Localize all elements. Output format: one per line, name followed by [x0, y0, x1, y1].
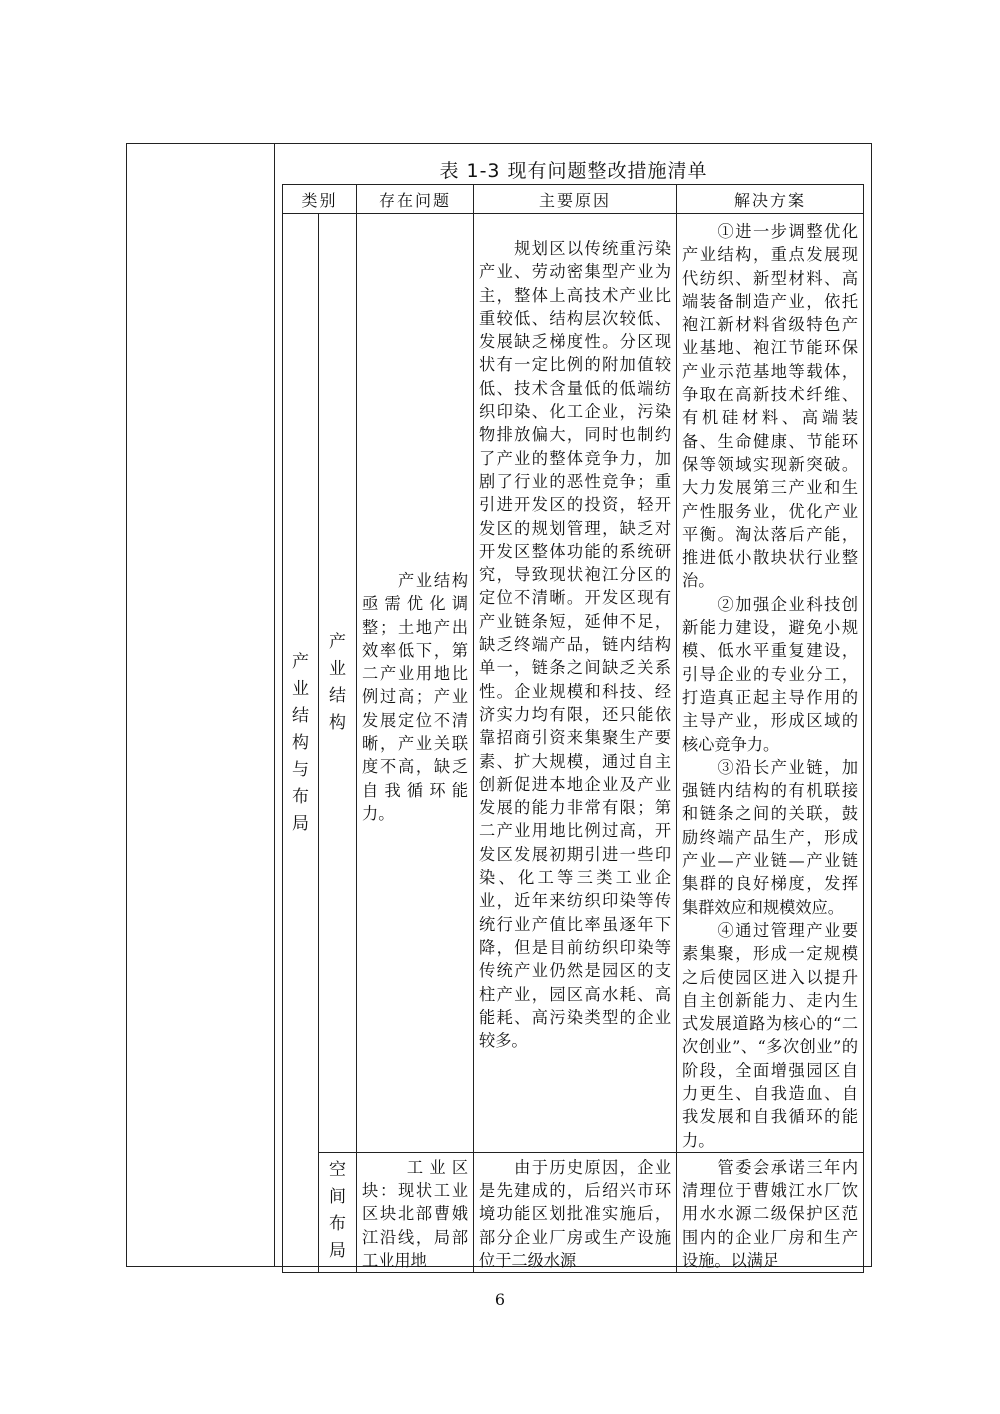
header-solution: 解决方案 [677, 185, 864, 214]
solution-cell [677, 1152, 864, 1272]
left-margin-column [127, 144, 275, 1266]
table-row [283, 214, 864, 1153]
reason-text: 规划区以传统重污染产业、劳动密集型产业为主，整体上高技术产业比重较低、结构层次较低、发展缺乏梯度性。分区现状有一定比例的附加值较低、技术含量低的低端纺织印染、化工企业，污染物排放偏大，同时也制约了产业的整体竞争力，加剧了行业的恶性竞争；重引进开发区的投资，轻开发区的规划管理，缺乏对开发区整体功能的系统研究，导致现状袍江分区的定位不清晰。开发区现有产业链条短，延伸不足，缺乏终端产品，链内结构单一，链条之间缺乏关系性。企业规模和科技、经济实力均有限，还只能依靠招商引资来集聚生产要素、扩大规模，通过自主创新促进本地企业及产业发展的能力非常有限；第二产业用地比例过高，开发区发展初期引进一些印染、化工等三类工业企业，近年来纺织印染等传统行业产值比率虽逐年下降，但是目前纺织印染等传统产业仍然是园区的支柱产业，园区高水耗、高能耗、高污染类型的企业较多。 [479, 239, 672, 1051]
table-row [283, 1152, 864, 1272]
reason-cell [474, 1152, 677, 1272]
header-category: 类别 [283, 185, 357, 214]
page-number: 6 [494, 1290, 506, 1309]
reason-cell [474, 214, 677, 1153]
subcategory-label: 产业结构 [329, 631, 346, 733]
solution-text: ①进一步调整优化产业结构，重点发展现代纺织、新型材料、高端装备制造产业，依托袍江新材料省级特色产业基地、袍江节能环保产业示范基地等载体，争取在高新技术纤维、有机硅材料、高端装备、生命健康、节能环保等领域实现新突破。大力发展第三产业和生产性服务业，优化产业平衡。淘汰落后产能，推进低小散块状行业整治。 ②加强企业科技创新能力建设，避免小规模、低水平重复建设，引导企业的专业分工，打造真正起主导作用的主导产业，形成区域的核心竞争力。 ③沿长产业链，加强链内结构的有机联接和链条之间的关联，鼓励终端产品生产，形成产业—产业链—产业链集群的良好梯度，发挥集群效应和规模效应。 ④通过管理产业要素集聚，形成一定规模之后使园区进入以提升自主创新能力、走内生式发展道路为核心的“二次创业”、“多次创业”的阶段，全面增强园区自力更生、自我造血、自我发展和自我循环的能力。 [682, 222, 859, 1150]
issue-text: 工业区块：现状工业区块北部曹娥江沿线，局部工业用地 [362, 1157, 469, 1271]
issue-text: 产业结构亟需优化调整；土地产出效率低下，第二产业用地比例过高；产业发展定位不清晰，产业关联度不高，缺乏自我循环能力。 [362, 571, 469, 823]
content-area [276, 144, 871, 1271]
header-issue: 存在问题 [357, 185, 474, 214]
main-category-label: 产业结构与布局 [292, 651, 309, 834]
rectification-table [282, 184, 864, 1273]
table-title: 表 1-3 现有问题整改措施清单 [439, 160, 708, 182]
solution-text: 管委会承诺三年内清理位于曹娥江水厂饮用水水源二级保护区范围内的企业厂房和生产设施。以满足 [682, 1157, 859, 1271]
page-frame [126, 143, 872, 1271]
subcategory-cell [319, 1152, 357, 1272]
table-header-row [283, 185, 864, 214]
issue-cell [357, 1152, 474, 1272]
header-reason: 主要原因 [474, 185, 677, 214]
reason-text: 由于历史原因，企业是先建成的，后绍兴市环境功能区划批准实施后，部分企业厂房或生产设施位于二级水源 [479, 1157, 672, 1271]
subcategory-cell [319, 214, 357, 1153]
solution-cell [677, 214, 864, 1153]
main-category-cell [283, 214, 319, 1273]
issue-cell [357, 214, 474, 1153]
subcategory-label: 空间布局 [329, 1159, 346, 1261]
